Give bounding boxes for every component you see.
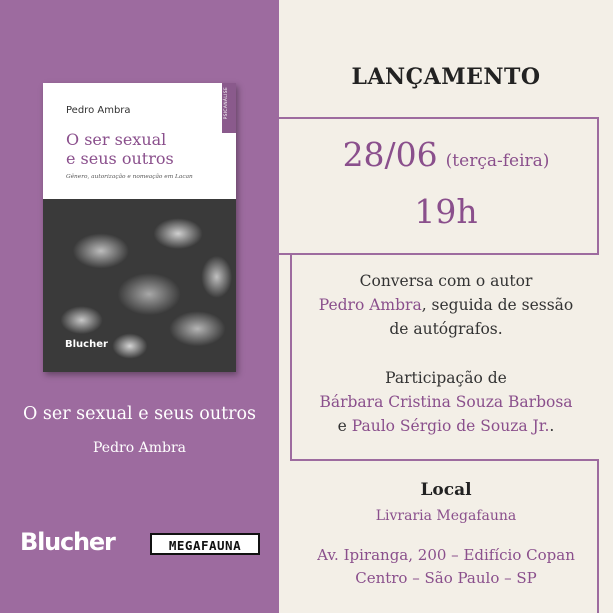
book-cover-subtitle: Gênero, autorização e nomeação em Lacan <box>66 174 193 180</box>
address-line-2: Centro – São Paulo – SP <box>355 569 537 587</box>
participant-line-2 <box>279 417 613 435</box>
description-line-2-rest: , seguida de sessão <box>421 296 574 314</box>
description-line-3: de autógrafos. <box>389 320 503 338</box>
participant-2: Paulo Sérgio de Souza Jr. <box>351 417 550 435</box>
participant-connector: e <box>337 417 352 435</box>
book-title: O ser sexual e seus outros <box>22 404 257 424</box>
participation-label: Participação de <box>385 369 507 387</box>
book-cover-title-line2: e seus outros <box>66 149 174 168</box>
address-line-1: Av. Ipiranga, 200 – Edifício Copan <box>317 546 575 564</box>
description-line-2 <box>279 296 613 314</box>
book-cover-author: Pedro Ambra <box>66 105 131 116</box>
participant-1: Bárbara Cristina Souza Barbosa <box>319 393 573 411</box>
book-cover-publisher: Blucher <box>65 339 108 350</box>
book-cover <box>43 83 236 372</box>
event-weekday: (terça-feira) <box>445 151 550 171</box>
book-author: Pedro Ambra <box>93 440 186 456</box>
event-date: 28/06 <box>342 135 438 174</box>
event-date-line <box>279 135 613 174</box>
book-cover-series-tab <box>222 83 236 133</box>
book-cover-title <box>66 130 216 168</box>
event-time: 19h <box>414 192 478 231</box>
location-label: Local <box>420 480 472 500</box>
participant-end-punct: . <box>549 417 555 435</box>
description-line-1: Conversa com o autor <box>359 272 533 290</box>
book-cover-series-label: PSICANÁLISE <box>224 87 229 120</box>
book-cover-title-line1: O ser sexual <box>66 130 167 149</box>
megafauna-logo: MEGAFAUNA <box>150 533 260 555</box>
event-heading: LANÇAMENTO <box>351 64 541 90</box>
description-author-name: Pedro Ambra <box>318 296 422 314</box>
blucher-logo: Blucher <box>20 528 115 556</box>
location-venue: Livraria Megafauna <box>375 508 517 524</box>
